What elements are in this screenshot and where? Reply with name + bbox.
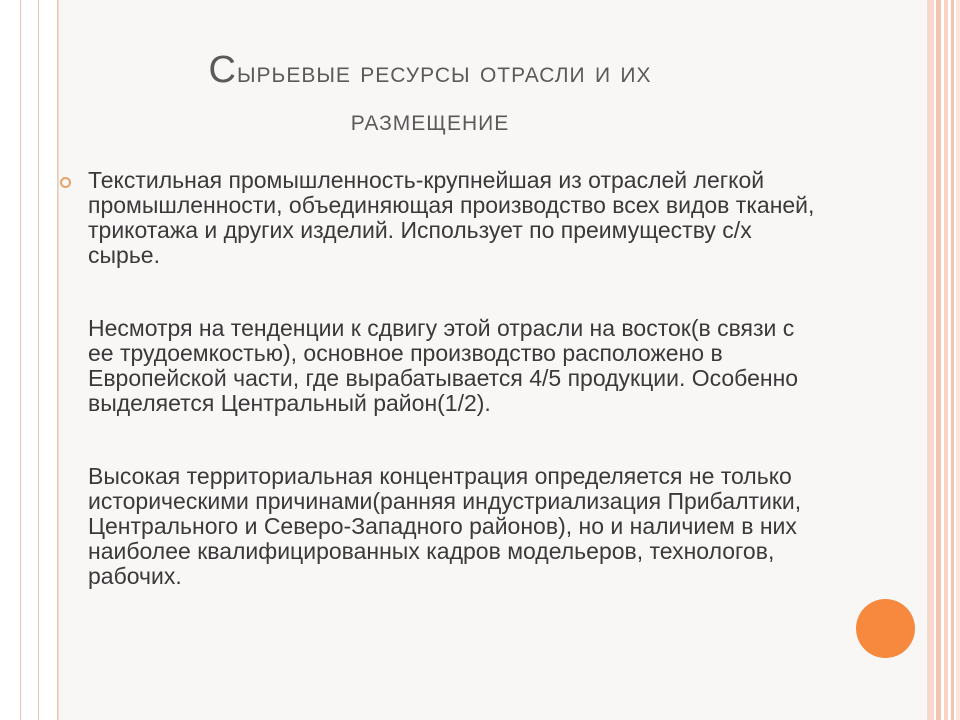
- paragraph-3: [30, 464, 820, 589]
- right-frame-stripe: [936, 0, 941, 720]
- paragraph-1-text: Текстильная промышленность-крупнейшая из отраслей легкой промышленности, объединяющая производство всех видов тканей, трикотажа и других изделий. Использует по преимуществу с/х сырье.: [88, 167, 815, 268]
- right-frame-stripe: [944, 0, 948, 720]
- orange-circle-decoration: [856, 599, 915, 658]
- left-frame-line: [20, 0, 21, 720]
- title-line-1: [80, 46, 780, 97]
- slide-title: [80, 46, 780, 145]
- slide-body: [30, 168, 820, 589]
- right-frame-stripe: [956, 0, 960, 720]
- paragraph-1: [30, 168, 820, 268]
- paragraph-2: [30, 316, 820, 416]
- right-frame-stripe: [928, 0, 934, 720]
- paragraph-2-text: Несмотря на тенденции к сдвигу этой отрасли на восток(в связи с ее трудоемкостью), основное производство расположено в Европейской части, где вырабатывается 4/5 продукции. Особенно выделяется Центральный район(1/2).: [88, 315, 799, 416]
- ring-bullet-icon: [60, 177, 71, 188]
- right-frame: [928, 0, 960, 720]
- title-line-1-rest: ырьевые ресурсы отрасли и их: [236, 56, 652, 89]
- paragraph-3-text: Высокая территориальная концентрация определяется не только историческими причинами(ранняя индустриализация Прибалтики, Центрального и Северо-Западного районов), но и наличием в них наиболее квалифицированных кадров модельеров, технологов, рабочих.: [88, 463, 802, 589]
- title-line-2: размещение: [350, 104, 510, 137]
- right-frame-stripe: [951, 0, 954, 720]
- title-first-letter: С: [208, 49, 237, 91]
